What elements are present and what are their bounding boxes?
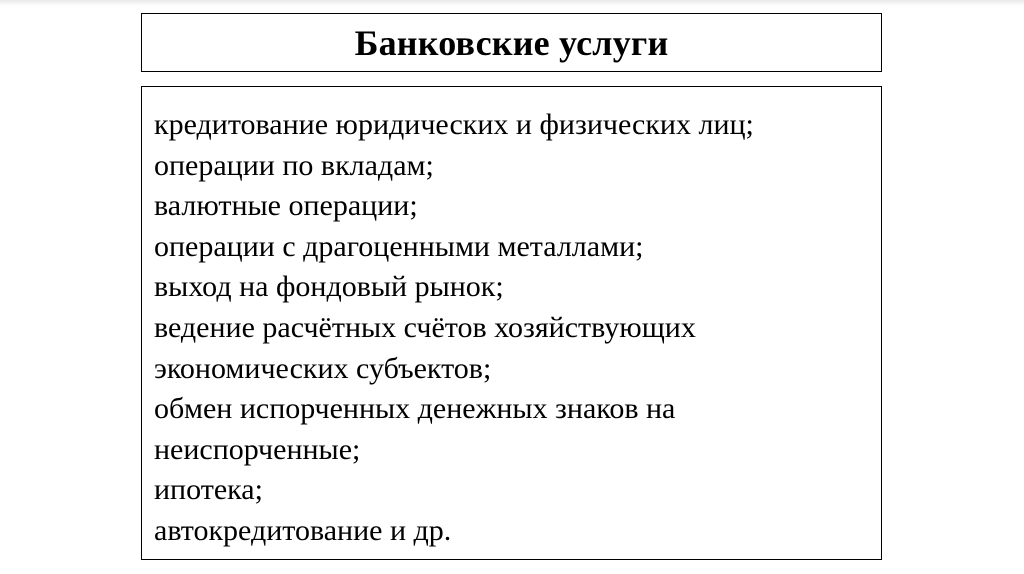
list-item: валютные операции; xyxy=(154,189,418,223)
list-item: ипотека; xyxy=(154,473,263,507)
list-item: неиспорченные; xyxy=(154,432,361,466)
list-item: экономических субъектов; xyxy=(154,351,492,385)
page-title: Банковские услуги xyxy=(354,22,669,63)
list-item: выход на фондовый рынок; xyxy=(154,270,504,304)
list-item: операции с драгоценными металлами; xyxy=(154,229,644,263)
list-item: операции по вкладам; xyxy=(154,148,434,182)
top-shadow xyxy=(0,0,1024,6)
list-item: автокредитование и др. xyxy=(154,513,452,547)
list-item: обмен испорченных денежных знаков на xyxy=(154,392,676,426)
services-list-box xyxy=(141,86,882,560)
list-item: кредитование юридических и физических лиц; xyxy=(154,108,754,141)
list-item: ведение расчётных счётов хозяйствующих xyxy=(154,310,696,344)
title-box xyxy=(141,13,882,72)
